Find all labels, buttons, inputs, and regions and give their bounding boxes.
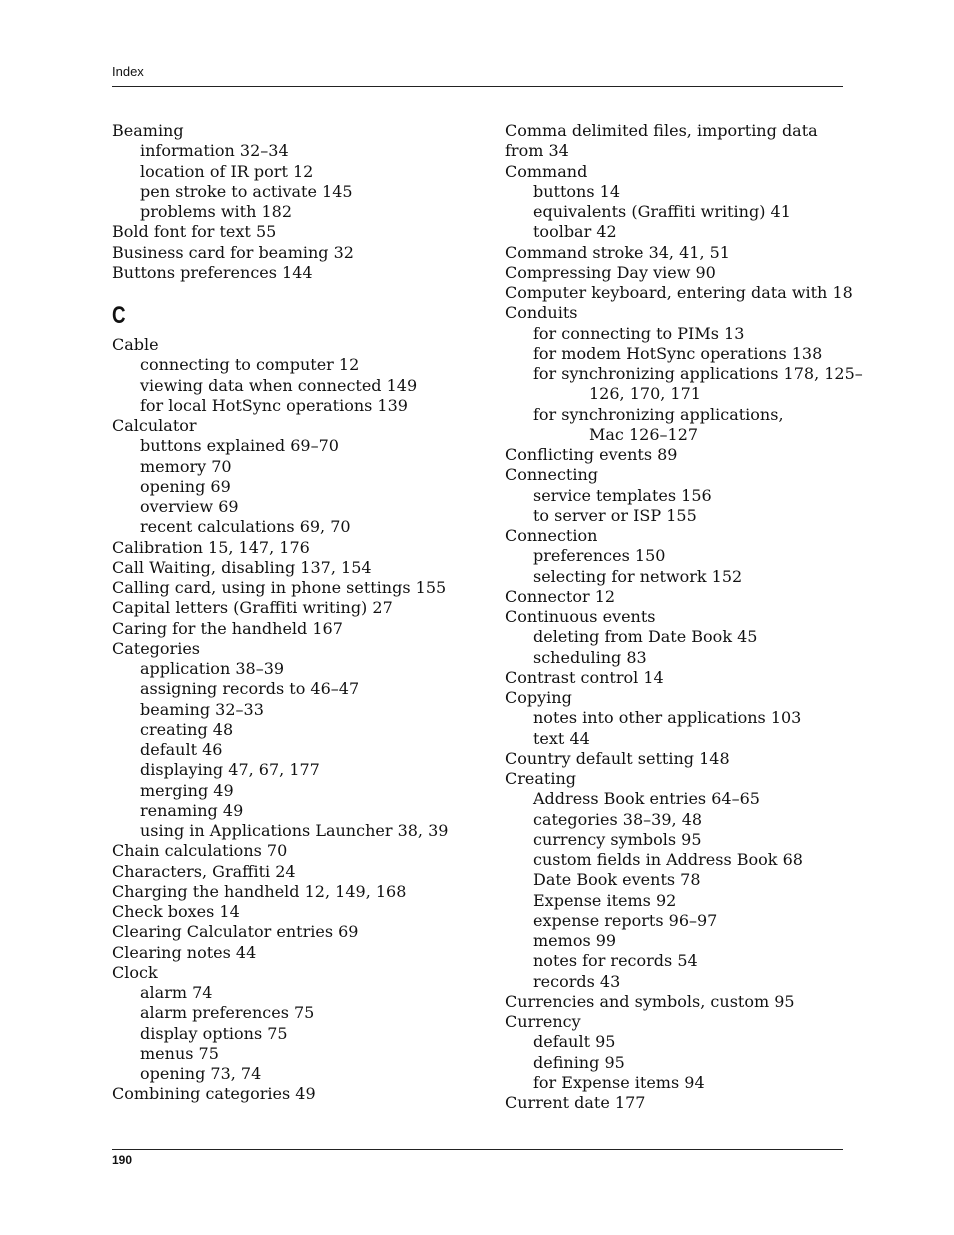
index-subentry: deleting from Date Book 45 bbox=[533, 627, 758, 647]
index-subentry: application 38–39 bbox=[140, 659, 285, 678]
index-entry: Conduits bbox=[505, 303, 578, 323]
index-subentry: memory 70 bbox=[140, 456, 232, 476]
index-entry: Comma delimited files, importing data bbox=[505, 121, 818, 140]
index-entry: Current date 177 bbox=[505, 1093, 646, 1112]
index-subentry: overview 69 bbox=[140, 497, 239, 516]
index-subentry: renaming 49 bbox=[140, 800, 244, 820]
index-subentry: pen stroke to activate 145 bbox=[140, 181, 353, 201]
index-column-right bbox=[505, 121, 863, 1113]
index-subentry: alarm 74 bbox=[140, 983, 213, 1002]
index-entry: Continuous events bbox=[505, 607, 656, 626]
index-subentry: currency symbols 95 bbox=[533, 829, 702, 849]
index-entry: Chain calculations 70 bbox=[112, 841, 288, 861]
index-subentry: for Expense items 94 bbox=[533, 1072, 705, 1092]
index-subentry: Expense items 92 bbox=[533, 890, 677, 910]
index-subentry: toolbar 42 bbox=[533, 222, 617, 242]
index-entry: Connecting bbox=[505, 465, 599, 485]
index-subentry: merging 49 bbox=[140, 780, 234, 800]
index-entry: Conflicting events 89 bbox=[505, 445, 678, 464]
index-subentry: Date Book events 78 bbox=[533, 870, 701, 890]
index-entry: Characters, Graffiti 24 bbox=[112, 861, 296, 881]
index-entry: Capital letters (Graffiti writing) 27 bbox=[112, 598, 393, 618]
index-subentry: equivalents (Graffiti writing) 41 bbox=[533, 202, 791, 221]
page-number: 190 bbox=[112, 1153, 133, 1167]
index-subentry: notes into other applications 103 bbox=[533, 708, 802, 728]
index-entry: Charging the handheld 12, 149, 168 bbox=[112, 881, 407, 901]
index-subentry: display options 75 bbox=[140, 1023, 288, 1043]
index-subentry: Mac 126–127 bbox=[589, 424, 699, 444]
index-entry: Contrast control 14 bbox=[505, 667, 664, 687]
running-header: Index bbox=[112, 64, 144, 79]
index-entry: Command bbox=[505, 161, 588, 181]
index-subentry: selecting for network 152 bbox=[533, 566, 743, 586]
index-subentry: location of IR port 12 bbox=[140, 161, 314, 181]
section-letter: C bbox=[112, 302, 126, 329]
index-subentry: alarm preferences 75 bbox=[140, 1003, 315, 1023]
index-entry: Combining categories 49 bbox=[112, 1084, 316, 1104]
index-subentry: buttons explained 69–70 bbox=[140, 436, 339, 456]
index-entry: Calling card, using in phone settings 155 bbox=[112, 578, 447, 597]
index-subentry: connecting to computer 12 bbox=[140, 355, 360, 375]
index-subentry: for synchronizing applications 178, 125– bbox=[533, 364, 863, 383]
index-subentry: defining 95 bbox=[533, 1052, 625, 1072]
index-entry: Bold font for text 55 bbox=[112, 222, 277, 242]
index-subentry: notes for records 54 bbox=[533, 951, 698, 971]
index-entry: Connection bbox=[505, 526, 598, 545]
index-subentry: assigning records to 46–47 bbox=[140, 679, 360, 699]
index-subentry: expense reports 96–97 bbox=[533, 910, 718, 930]
index-subentry: for local HotSync operations 139 bbox=[140, 395, 408, 415]
index-subentry: default 46 bbox=[140, 740, 223, 759]
index-entry: Clearing Calculator entries 69 bbox=[112, 922, 359, 942]
index-subentry: problems with 182 bbox=[140, 202, 292, 221]
index-entry: Buttons preferences 144 bbox=[112, 262, 313, 282]
index-subentry: Address Book entries 64–65 bbox=[533, 789, 760, 809]
index-entry: Clock bbox=[112, 962, 158, 982]
index-subentry: service templates 156 bbox=[533, 485, 712, 505]
index-subentry: for synchronizing applications, bbox=[533, 404, 784, 424]
header-rule bbox=[112, 86, 843, 87]
index-entry: Categories bbox=[112, 638, 200, 658]
index-subentry: viewing data when connected 149 bbox=[140, 375, 418, 395]
index-subentry: 126, 170, 171 bbox=[589, 384, 701, 404]
index-subentry: beaming 32–33 bbox=[140, 699, 264, 719]
index-entry: Calculator bbox=[112, 416, 197, 435]
index-subentry: categories 38–39, 48 bbox=[533, 809, 703, 829]
index-subentry: to server or ISP 155 bbox=[533, 505, 697, 525]
index-subentry: opening 73, 74 bbox=[140, 1064, 262, 1083]
index-subentry: opening 69 bbox=[140, 476, 231, 496]
index-subentry: information 32–34 bbox=[140, 141, 289, 161]
index-subentry: creating 48 bbox=[140, 719, 234, 739]
index-subentry: default 95 bbox=[533, 1032, 616, 1052]
index-subentry: recent calculations 69, 70 bbox=[140, 517, 351, 537]
index-entry: Business card for beaming 32 bbox=[112, 242, 354, 262]
index-entry: Calibration 15, 147, 176 bbox=[112, 537, 310, 557]
footer-rule bbox=[112, 1149, 843, 1150]
index-subentry: for connecting to PIMs 13 bbox=[533, 323, 745, 343]
index-subentry: memos 99 bbox=[533, 931, 617, 950]
index-subentry: scheduling 83 bbox=[533, 647, 647, 667]
index-entry: Clearing notes 44 bbox=[112, 942, 257, 962]
index-subentry: menus 75 bbox=[140, 1043, 219, 1063]
index-entry: Creating bbox=[505, 769, 576, 788]
index-subentry: text 44 bbox=[533, 728, 590, 748]
index-subentry: displaying 47, 67, 177 bbox=[140, 760, 320, 780]
index-subentry: buttons 14 bbox=[533, 181, 620, 201]
index-entry: Cable bbox=[112, 335, 159, 354]
index-entry: Computer keyboard, entering data with 18 bbox=[505, 283, 853, 302]
index-entry: Call Waiting, disabling 137, 154 bbox=[112, 557, 372, 577]
index-entry: Copying bbox=[505, 688, 572, 707]
index-entry: Compressing Day view 90 bbox=[505, 262, 716, 282]
index-subentry: records 43 bbox=[533, 971, 621, 991]
index-entry: Currencies and symbols, custom 95 bbox=[505, 991, 795, 1011]
index-entry: Caring for the handheld 167 bbox=[112, 618, 343, 638]
index-entry: Country default setting 148 bbox=[505, 748, 730, 768]
index-entry: Beaming bbox=[112, 121, 184, 140]
index-entry: Currency bbox=[505, 1012, 581, 1031]
index-column-left bbox=[112, 121, 492, 1105]
index-subentry: preferences 150 bbox=[533, 546, 666, 566]
index-subentry: using in Applications Launcher 38, 39 bbox=[140, 821, 449, 840]
index-subentry: for modem HotSync operations 138 bbox=[533, 343, 823, 363]
index-entry: Command stroke 34, 41, 51 bbox=[505, 242, 730, 262]
index-subentry: custom fields in Address Book 68 bbox=[533, 850, 803, 869]
index-entry: Check boxes 14 bbox=[112, 902, 240, 921]
index-entry: Connector 12 bbox=[505, 586, 616, 606]
index-entry: from 34 bbox=[505, 141, 569, 161]
